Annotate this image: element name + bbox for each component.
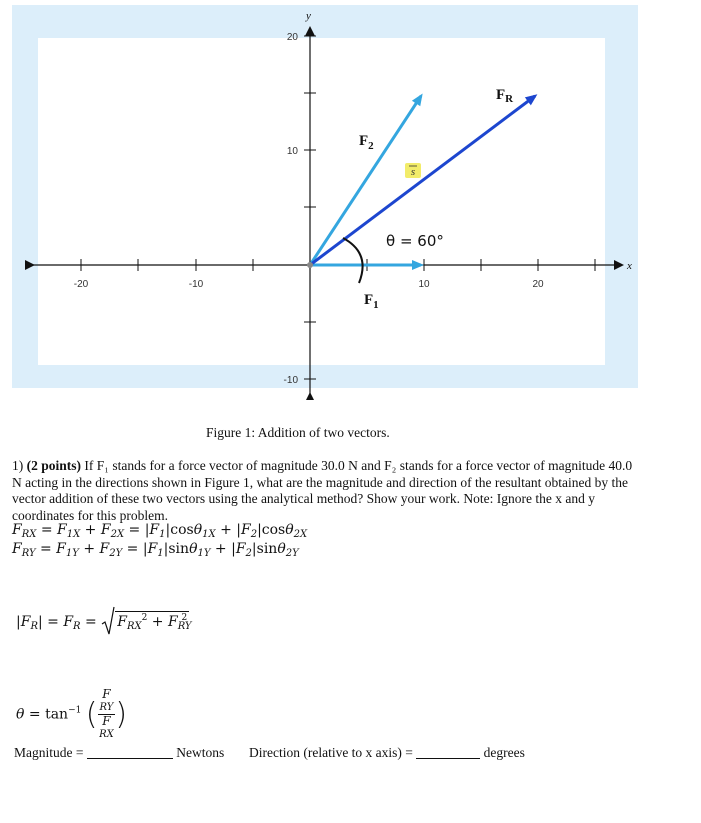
x-tick-label-neg20: -20 bbox=[73, 279, 89, 290]
origin-dot bbox=[307, 262, 313, 268]
problem-points: (2 points) bbox=[26, 458, 82, 473]
direction-label: Direction (relative to x axis) = bbox=[248, 745, 413, 760]
label-fr: $F_R$ bbox=[496, 87, 514, 105]
label-f2: $F_2$ bbox=[359, 133, 374, 152]
figure-caption: Figure 1: Addition of two vectors. bbox=[206, 425, 390, 440]
problem-text bbox=[12, 458, 642, 524]
x-tick-label-10: 10 bbox=[418, 279, 430, 290]
direction-unit: degrees bbox=[483, 745, 525, 760]
problem-body: If F₁ stands for a force vector of magnitude 30.0 N and F₂ stands for a force vector of magnitude 40.0 N acting in the directions shown in Figure 1, what are the magnitude and direction of the resultant obtained by the vector addition of these two vectors using the analytical method? Show your work. Note: Ignore the x and y coordinates for this problem. bbox=[12, 458, 633, 523]
plot-area bbox=[38, 38, 605, 365]
problem-number: 1) bbox=[12, 458, 24, 473]
magnitude-unit: Newtons bbox=[176, 745, 225, 760]
displacement-badge: s bbox=[410, 166, 416, 178]
answers-row bbox=[14, 745, 525, 761]
x-tick-label-neg10: -10 bbox=[188, 279, 204, 290]
vector-addition-figure bbox=[0, 0, 701, 400]
x-axis-label: x bbox=[627, 260, 632, 272]
y-axis-label: y bbox=[306, 10, 311, 22]
y-tick-label-10: 10 bbox=[286, 146, 298, 157]
equation-fry: $F_{RY} = F_{1Y} + F_{2Y} = |F_1|\sin\theta_{1Y} + |F_2|\sin\theta_{2Y}$ bbox=[12, 541, 299, 559]
equation-frx: $F_{RX} = F_{1X} + F_{2X} = |F_1|\cos\theta_{1X} + |F_2|\cos\theta_{2X}$ bbox=[12, 522, 308, 540]
direction-answer-field[interactable] bbox=[416, 746, 480, 759]
equation-theta: $\theta = \tan^{-1}$ ( F RY F RX ) bbox=[16, 687, 128, 740]
magnitude-answer-field[interactable] bbox=[87, 746, 173, 759]
magnitude-label: Magnitude = bbox=[14, 745, 84, 760]
angle-label: θ = 60° bbox=[386, 232, 444, 250]
y-tick-label-neg10: -10 bbox=[283, 375, 298, 386]
sqrt-symbol: $F_{RX}^2 + F_{RY}^2$ bbox=[101, 606, 189, 636]
equation-magnitude: $|F_R| = F_R = F_{RX}^2 + F_{RY}^2$ bbox=[16, 606, 189, 636]
y-tick-label-20: 20 bbox=[286, 32, 298, 43]
label-f1: $F_1$ bbox=[364, 292, 379, 311]
x-tick-label-20: 20 bbox=[532, 279, 544, 290]
